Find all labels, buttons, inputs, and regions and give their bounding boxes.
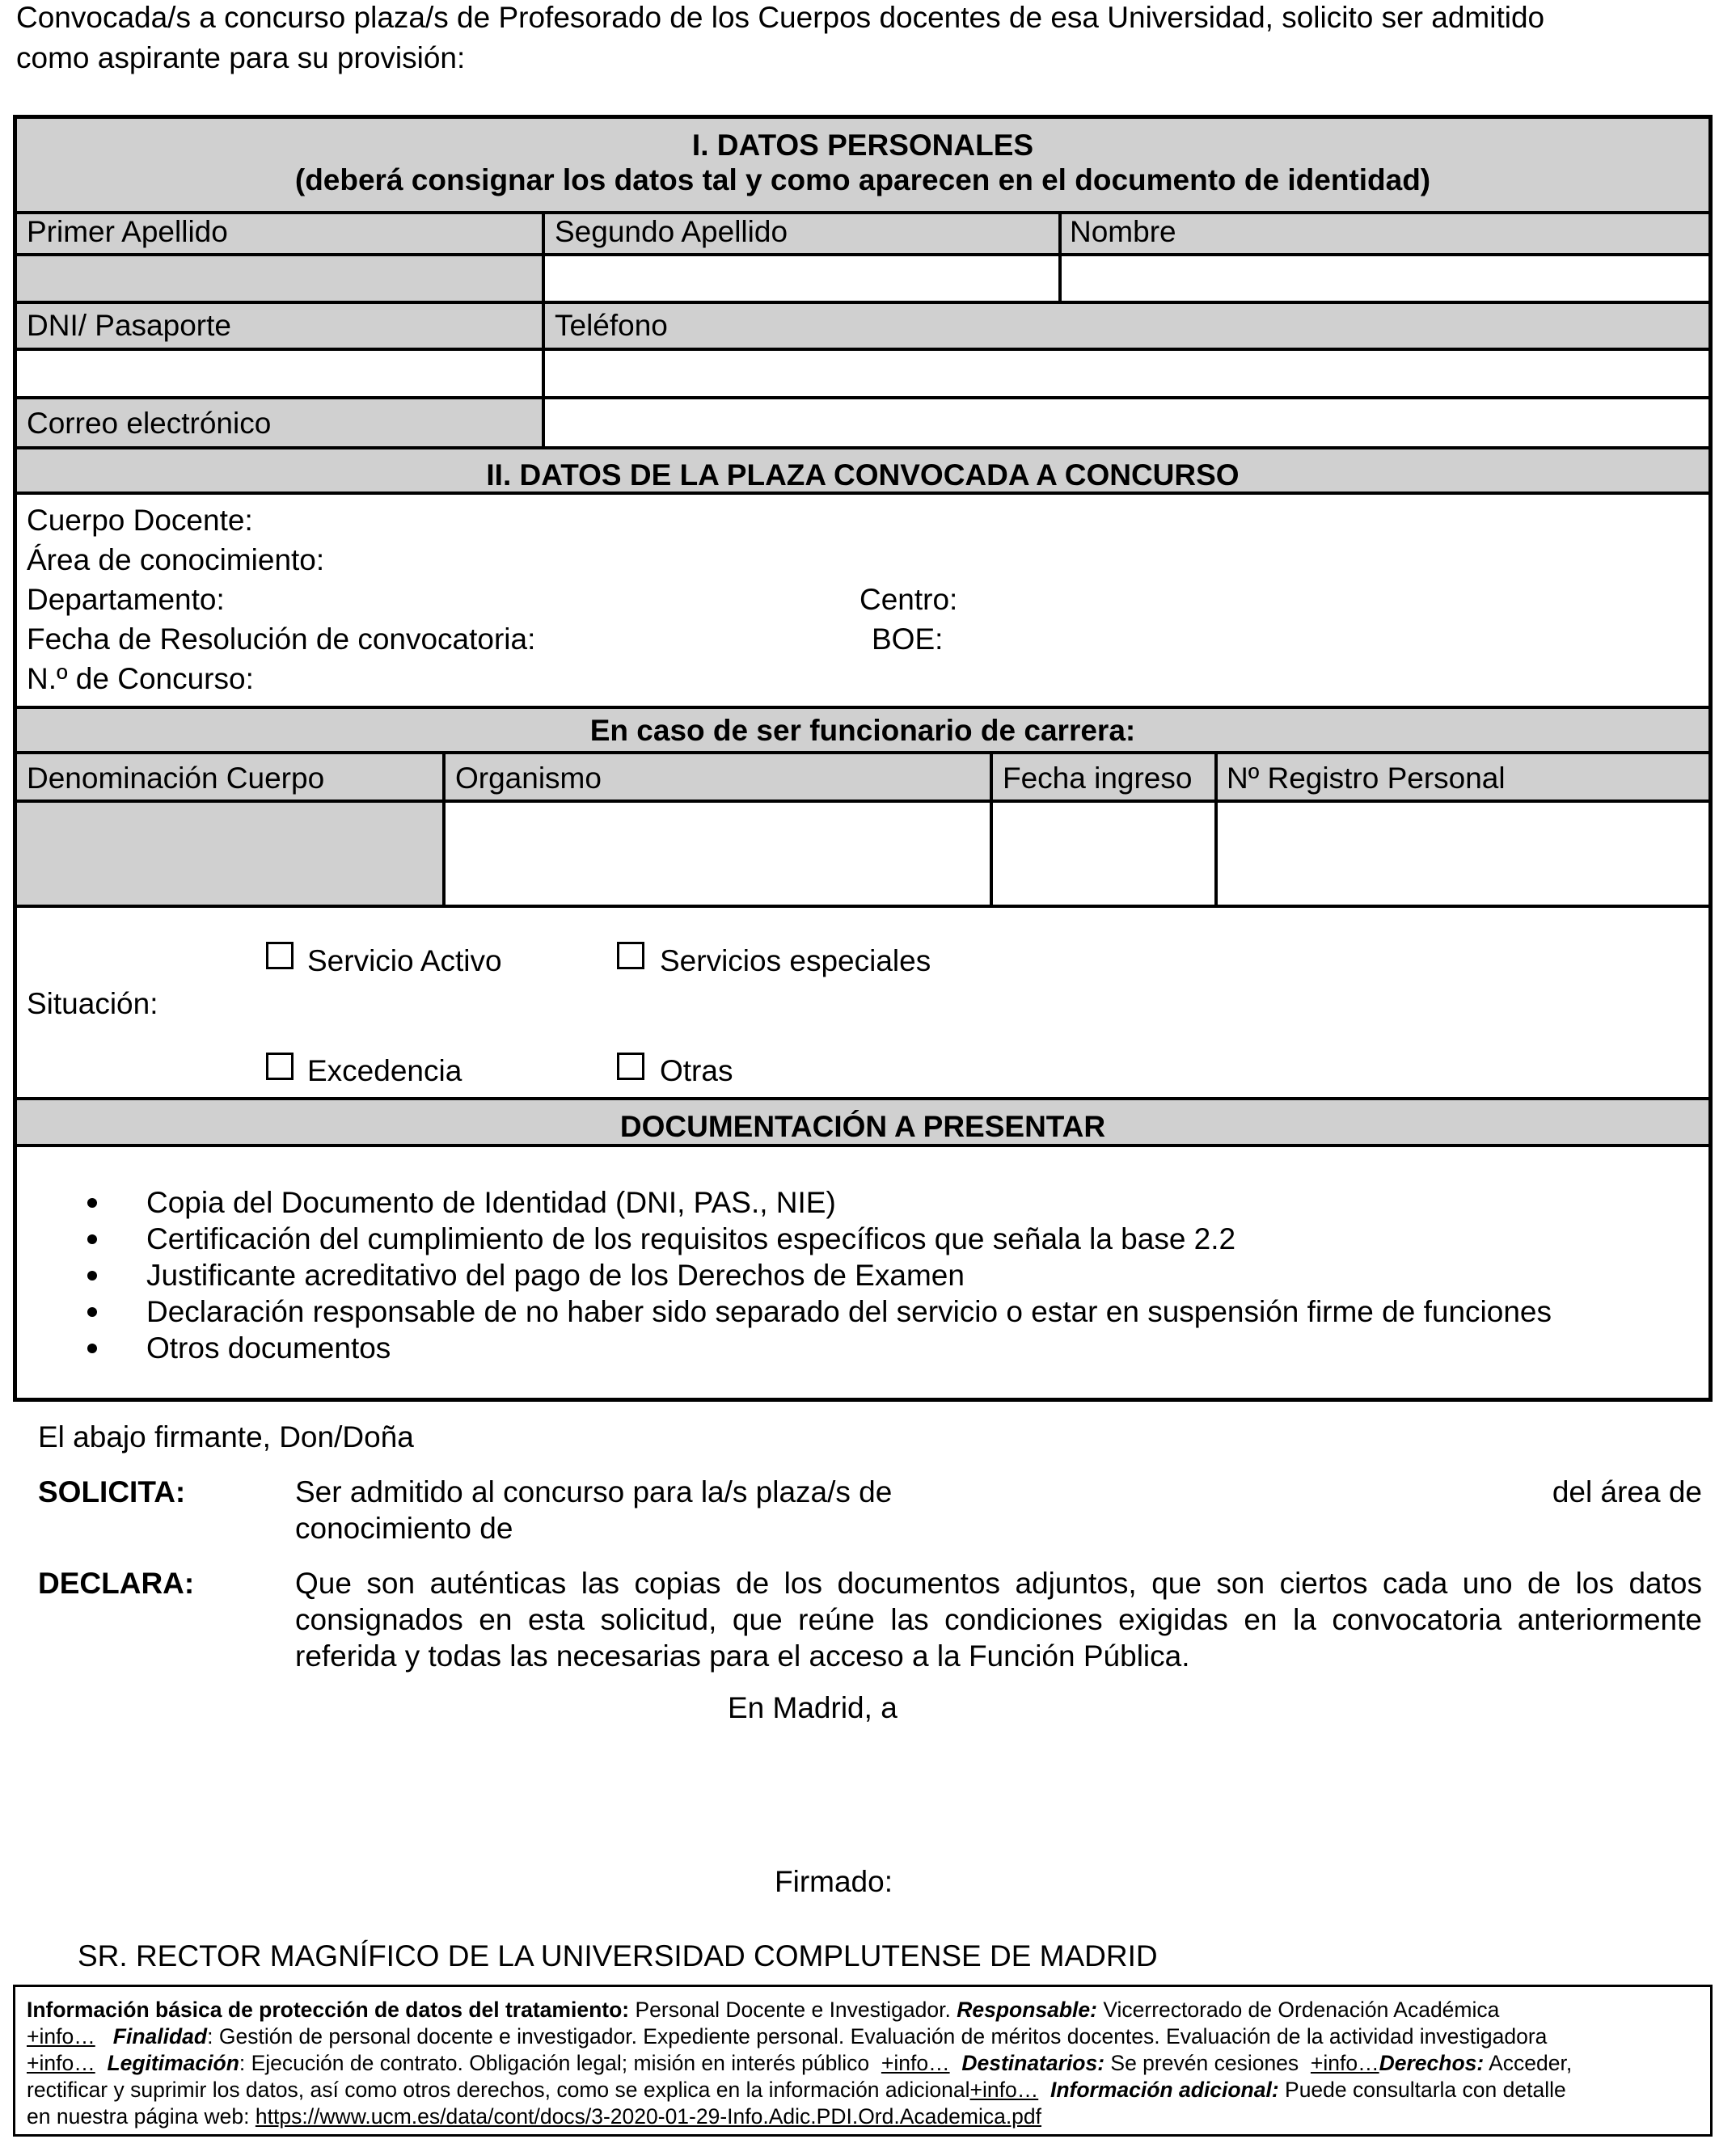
section1-subtitle: (deberá consignar los datos tal y como aparecen en el documento de identidad) — [294, 163, 1431, 196]
label-correo: Correo electrónico — [27, 407, 272, 440]
label-dni: DNI/ Pasaporte — [27, 309, 231, 342]
firmado-label: Firmado: — [775, 1865, 893, 1898]
lugar-fecha: En Madrid, a — [728, 1691, 898, 1724]
solicita-text-1b: del área de — [1552, 1475, 1702, 1508]
bullet — [87, 1198, 97, 1208]
proteccion-line-3: +info… Legitimación: Ejecución de contrato. Obligación legal; misión en interés público +info… Destinatarios: Se prevén cesiones +info…Derechos: Acceder, — [27, 2051, 1573, 2075]
option-servicio-activo: Servicio Activo — [307, 944, 502, 977]
info-link[interactable]: +info… — [1310, 2051, 1379, 2075]
input-registro-personal[interactable] — [1218, 803, 1708, 905]
label-situacion: Situación: — [27, 987, 158, 1020]
col-registro-personal: Nº Registro Personal — [1227, 762, 1506, 795]
declara-text-1: Que son auténticas las copias de los documentos adjuntos, que son ciertos cada uno de los datos — [295, 1567, 1702, 1600]
documentacion-title: DOCUMENTACIÓN A PRESENTAR — [619, 1110, 1106, 1143]
checkbox-servicio-activo[interactable] — [266, 942, 294, 969]
proteccion-line-1: Información básica de protección de datos del tratamiento: Personal Docente e Investigador. Responsable: Vicerrectorado de Ordenación Académica — [27, 1998, 1500, 2022]
declara-label: DECLARA: — [38, 1567, 195, 1600]
info-link[interactable]: +info… — [969, 2078, 1039, 2102]
solicita-text-2: conocimiento de — [295, 1512, 513, 1545]
declara-text-2: consignados en esta solicitud, que reúne las condiciones exigidas en la convocatoria anteriormente — [295, 1603, 1702, 1636]
input-telefono[interactable] — [545, 351, 1708, 396]
label-fecha-resolucion: Fecha de Resolución de convocatoria: — [27, 622, 536, 656]
label-boe: BOE: — [872, 622, 944, 656]
bullet — [87, 1307, 97, 1317]
label-cuerpo-docente: Cuerpo Docente: — [27, 504, 253, 537]
option-excedencia: Excedencia — [307, 1054, 462, 1087]
input-denominacion-cuerpo[interactable] — [17, 803, 442, 905]
proteccion-line-2: +info… Finalidad: Gestión de personal docente e investigador. Expediente personal. Evaluación de méritos docentes. Evaluación de la actividad investigadora — [27, 2024, 1548, 2048]
info-link[interactable]: +info… — [27, 2024, 95, 2048]
input-dni[interactable] — [17, 351, 542, 396]
intro-line-2: como aspirante para su provisión: — [16, 41, 466, 74]
section1-title: I. DATOS PERSONALES — [691, 129, 1034, 162]
checkbox-servicios-especiales[interactable] — [617, 942, 644, 969]
input-nombre[interactable] — [1062, 256, 1708, 301]
declara-text-3: referida y todas las necesarias para el acceso a la Función Pública. — [295, 1639, 1190, 1673]
label-telefono: Teléfono — [555, 309, 668, 342]
label-nombre: Nombre — [1070, 215, 1176, 248]
doc-item-declaracion: Declaración responsable de no haber sido separado del servicio o estar en suspensión firme de funciones — [146, 1295, 1552, 1328]
checkbox-otras[interactable] — [617, 1053, 644, 1080]
checkbox-excedencia[interactable] — [266, 1053, 294, 1080]
bullet — [87, 1234, 97, 1244]
bullet — [87, 1271, 97, 1281]
label-numero-concurso: N.º de Concurso: — [27, 662, 254, 695]
input-organismo[interactable] — [446, 803, 990, 905]
input-segundo-apellido[interactable] — [545, 256, 1058, 301]
bullet — [87, 1344, 97, 1353]
solicita-text-1: Ser admitido al concurso para la/s plaza/s de — [295, 1475, 893, 1508]
destinatario: SR. RECTOR MAGNÍFICO DE LA UNIVERSIDAD COMPLUTENSE DE MADRID — [78, 1939, 1158, 1972]
row-names-labels — [17, 214, 1708, 253]
web-link[interactable]: https://www.ucm.es/data/cont/docs/3-2020-01-29-Info.Adic.PDI.Ord.Academica.pdf — [255, 2104, 1042, 2129]
funcionario-title: En caso de ser funcionario de carrera: — [589, 714, 1136, 747]
col-fecha-ingreso: Fecha ingreso — [1003, 762, 1193, 795]
label-departamento: Departamento: — [27, 583, 225, 616]
col-organismo: Organismo — [455, 762, 602, 795]
firmante-label: El abajo firmante, Don/Doña — [38, 1420, 414, 1454]
solicita-label: SOLICITA: — [38, 1475, 186, 1508]
info-link[interactable]: +info… — [27, 2051, 95, 2075]
doc-item-certificacion: Certificación del cumplimiento de los requisitos específicos que señala la base 2.2 — [146, 1222, 1236, 1255]
input-correo[interactable] — [545, 399, 1708, 446]
section2-title: II. DATOS DE LA PLAZA CONVOCADA A CONCURSO — [486, 458, 1240, 492]
doc-item-justificante: Justificante acreditativo del pago de los Derechos de Examen — [146, 1259, 965, 1292]
info-link[interactable]: +info… — [881, 2051, 950, 2075]
label-primer-apellido: Primer Apellido — [27, 215, 228, 248]
col-denominacion-cuerpo: Denominación Cuerpo — [27, 762, 325, 795]
label-segundo-apellido: Segundo Apellido — [555, 215, 788, 248]
proteccion-line-5: en nuestra página web: https://www.ucm.es/data/cont/docs/3-2020-01-29-Info.Adic.PDI.Ord.Academica.pdf — [27, 2104, 1042, 2129]
option-otras: Otras — [660, 1054, 733, 1087]
label-centro: Centro: — [860, 583, 958, 616]
proteccion-line-4: rectificar y suprimir los datos, así como otros derechos, como se explica en la información adicional+info… Información adicional: Puede consultarla con detalle — [27, 2078, 1566, 2102]
doc-item-identidad: Copia del Documento de Identidad (DNI, PAS., NIE) — [146, 1186, 836, 1219]
doc-item-otros: Otros documentos — [146, 1331, 391, 1365]
label-area: Área de conocimiento: — [27, 543, 325, 576]
option-servicios-especiales: Servicios especiales — [660, 944, 931, 977]
intro-line-1: Convocada/s a concurso plaza/s de Profesorado de los Cuerpos docentes de esa Universidad, solicito ser admitido — [16, 1, 1545, 34]
input-primer-apellido[interactable] — [17, 256, 542, 301]
input-fecha-ingreso[interactable] — [993, 803, 1214, 905]
